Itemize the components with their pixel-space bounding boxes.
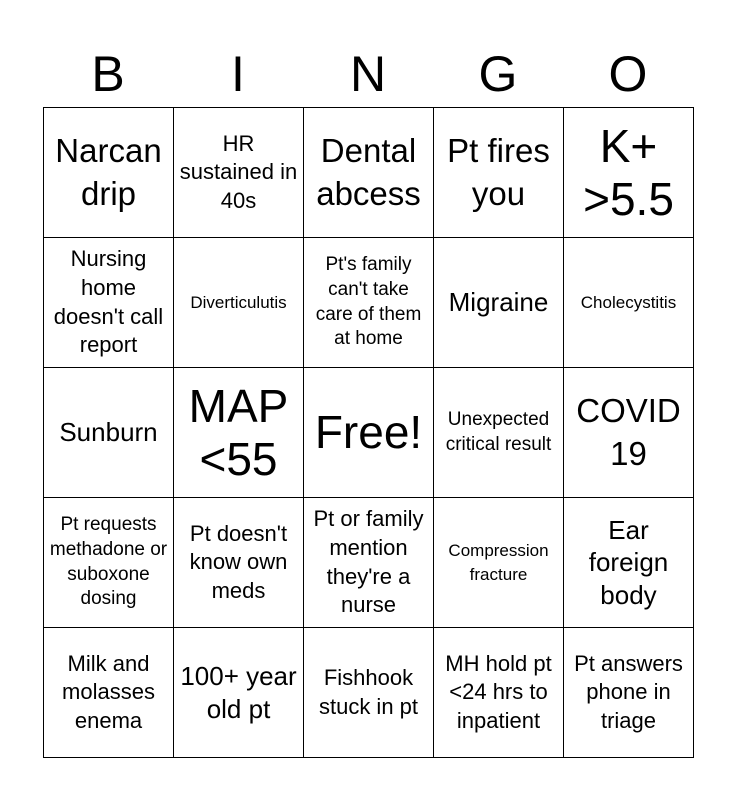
bingo-cell-r4c1[interactable] — [44, 498, 174, 628]
bingo-cell-text: Milk and molasses enema — [62, 650, 155, 733]
bingo-cell-free-space[interactable] — [304, 368, 434, 498]
bingo-cell-text: COVID 19 — [576, 391, 681, 472]
bingo-cell-r3c5[interactable] — [564, 368, 694, 498]
bingo-header — [43, 40, 693, 108]
header-letter-n: N — [349, 46, 387, 102]
header-letter-g: G — [478, 46, 518, 102]
bingo-cell-r5c3[interactable] — [304, 628, 434, 758]
bingo-cell-r3c1[interactable] — [44, 368, 174, 498]
header-letter-i: I — [231, 46, 245, 102]
bingo-cell-r2c5[interactable] — [564, 238, 694, 368]
free-space-text: Free! — [314, 406, 423, 459]
bingo-cell-r5c1[interactable] — [44, 628, 174, 758]
bingo-cell-text: Nursing home doesn't call report — [53, 246, 164, 358]
bingo-cell-text: HR sustained in 40s — [179, 130, 298, 213]
bingo-cell-text: Narcan drip — [55, 131, 162, 212]
bingo-cell-text: Pt requests methadone or suboxone dosing — [49, 514, 168, 610]
bingo-cell-text: Fishhook stuck in pt — [318, 664, 419, 719]
bingo-cell-r2c1[interactable] — [44, 238, 174, 368]
bingo-cell-text: K+ >5.5 — [583, 119, 674, 225]
bingo-cell-text: Sunburn — [59, 417, 158, 448]
bingo-cell-text: Migraine — [448, 287, 549, 318]
bingo-cell-text: Diverticulutis — [190, 292, 287, 312]
bingo-cell-text: 100+ year old pt — [180, 661, 297, 724]
bingo-cell-r4c5[interactable] — [564, 498, 694, 628]
bingo-cell-r3c2[interactable] — [174, 368, 304, 498]
bingo-cell-text: Compression fracture — [448, 540, 549, 584]
bingo-cell-r1c4[interactable] — [434, 108, 564, 238]
bingo-cell-r1c3[interactable] — [304, 108, 434, 238]
bingo-cell-r4c4[interactable] — [434, 498, 564, 628]
bingo-cell-r2c3[interactable] — [304, 238, 434, 368]
bingo-cell-r5c4[interactable] — [434, 628, 564, 758]
bingo-cell-r5c5[interactable] — [564, 628, 694, 758]
bingo-cell-r1c2[interactable] — [174, 108, 304, 238]
bingo-cell-r4c3[interactable] — [304, 498, 434, 628]
bingo-cell-r2c4[interactable] — [434, 238, 564, 368]
bingo-cell-r1c5[interactable] — [564, 108, 694, 238]
bingo-cell-text: Pt answers phone in triage — [574, 650, 683, 733]
bingo-cell-text: Dental abcess — [316, 131, 421, 212]
header-letter-o: O — [608, 46, 648, 102]
bingo-cell-text: Pt doesn't know own meds — [189, 520, 288, 603]
bingo-cell-text: MAP <55 — [188, 379, 289, 485]
bingo-cell-text: Ear foreign body — [588, 514, 669, 610]
bingo-cell-text: Pt or family mention they're a nurse — [313, 506, 424, 618]
header-letter-b: B — [91, 46, 125, 102]
bingo-cell-text: Pt fires you — [447, 131, 550, 212]
bingo-cell-r2c2[interactable] — [174, 238, 304, 368]
bingo-cell-text: MH hold pt <24 hrs to inpatient — [445, 650, 552, 733]
bingo-cell-r5c2[interactable] — [174, 628, 304, 758]
bingo-cell-text: Cholecystitis — [580, 292, 677, 312]
bingo-cell-text: Pt's family can't take care of them at home — [315, 254, 422, 350]
bingo-grid — [43, 107, 694, 758]
bingo-cell-r3c4[interactable] — [434, 368, 564, 498]
bingo-cell-r4c2[interactable] — [174, 498, 304, 628]
bingo-cell-text: Unexpected critical result — [445, 408, 552, 455]
bingo-cell-r1c1[interactable] — [44, 108, 174, 238]
